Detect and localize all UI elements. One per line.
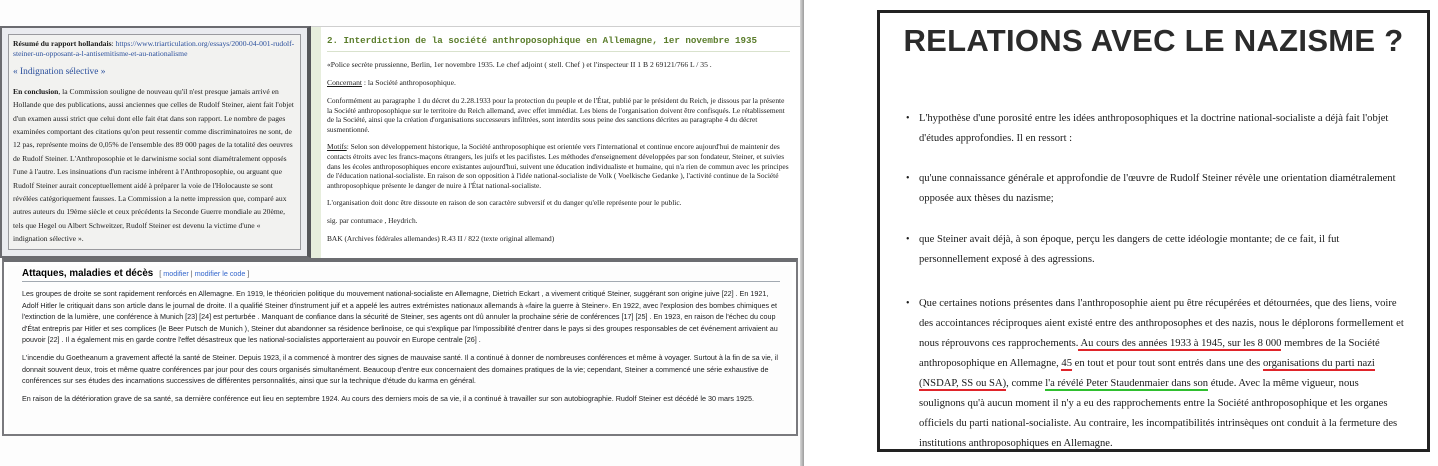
wikipedia-excerpt-panel — [2, 258, 798, 436]
bullet4-text-e: étude. Avec la même vigueur, nous soulignons qu'à aucun moment il n'y a eu des rapprochements entre la Société anthroposophique et les organes officiels du parti national-socialiste. Au contraire, les incompatibilités intrinsèques ont conduit à la fermeture des institutions anthroposophiques en Allemagne. — [919, 378, 1398, 449]
bullet4-text-c: en tout et pour tout sont entrés dans une des — [1072, 358, 1263, 369]
wiki-paragraph-2: L'incendie du Goetheanum a gravement affecté la santé de Steiner. Depuis 1923, il a commencé à montrer des signes de mauvaise santé. Il a continué à donner de nombreuses conférences et même à voyager. Surtout à la fin de sa vie, il donnait souvent deux, trois et même quatre conférences par jour pour des cours organisés simultanément. Beaucoup d'entre eux concernaient des domaines pratiques de la vie; cependant, Steiner a commencé une série exhaustive de conférences sur ses études des incarnations successives de différentes personnalités, ainsi que sur la technique d'étude du karma en général. — [22, 352, 778, 386]
decree-concern-text: : la Société anthroposophique. — [362, 78, 456, 87]
wiki-edit-link[interactable]: modifier — [163, 269, 189, 278]
highlight-nazi-organisations: organisations du parti nazi (NSDAP, SS ou SA) — [919, 358, 1375, 389]
bullet4-text-b: membres de la Société anthroposophique en Allemagne, — [919, 338, 1380, 369]
highlight-staudenmaier: l'a révélé Peter Staudenmaier dans son — [1045, 378, 1209, 389]
slide-bullet-2: • qu'une connaissance générale et approfondie de l'œuvre de Rudolf Steiner révèle une orientation diamétralement opposée aux thèses du nazisme; — [906, 169, 1406, 209]
slide-bullet-1: • L'hypothèse d'une porosité entre les idées anthroposophiques et la doctrine national-socialiste a déjà fait l'objet d'études approfondies. Il en ressort : — [906, 109, 1406, 149]
dutch-report-summary-panel — [0, 26, 311, 258]
summary-source: Résumé du rapport hollandais: https://www.triarticulation.org/essays/2000-04-001-rudolf-steiner-un-opposant-a-l-antisemitisme-et-au-nationalisme — [13, 39, 295, 59]
decree-motifs-text: : Selon son développement historique, la Société anthroposophique est orientée vers l'international et continue encore aujourd'hui de maintenir des contacts étroits avec les francs-maçons étrangers, les juifs et les pacifistes. Les méthodes d'enseignement développées par son fondateur, Steiner, et suivies dans les écoles anthroposophiques encore existantes aujourd'hui, suivent une éducation individualiste et humaine, qui n'a rien de commun avec les principes de l'éducation national-socialiste. En raison de son opposition à l'idée national-socialiste de Volk ( Voelkische Gedanke ), l'activité continue de la Société anthroposophique présente le danger de nuire à l'État national-socialiste. — [327, 142, 789, 190]
decree-side-rule — [311, 27, 321, 259]
highlight-years-members: Au cours des années 1933 à 1945, sur les 8 000 — [1078, 338, 1282, 349]
decree-motifs — [327, 142, 790, 190]
slide-title: RELATIONS AVEC LE NAZISME ? — [903, 23, 1404, 58]
wiki-edit-links — [159, 269, 249, 278]
dutch-report-summary-box — [8, 34, 301, 250]
wiki-edit-code-link[interactable]: modifier le code — [194, 269, 246, 278]
decree-concern-label: Concernant — [327, 78, 363, 87]
wiki-section-title: Attaques, maladies et décès — [22, 268, 154, 279]
decree-archive-ref: BAK (Archives fédérales allemandes) R.43 II / 822 (texte original allemand) — [327, 233, 555, 243]
summary-body — [13, 85, 296, 246]
summary-text: , la Commission souligne de nouveau qu'il n'est presque jamais arrivé en Hollande que des publications, aussi anciennes que celles de Rudolf Steiner, aient fait l'objet d'un examen aussi strict que celui dont elle fait état dans son rapport. Le nombre de pages examinées comportant des citations qu'on peut ressentir comme discriminatoires ne sont, de 12 pas, représente moins de 0,05% de l'ensemble des 89 000 pages de la totalité des oeuvres de Rudolf Steiner. L'Anthroposophie et le darwinisme social sont diamétralement opposés l'une à l'autre. Les insinuations d'un racisme inhérent à l'Anthroposophie, ou arguant que Rudolf Steiner aurait conceptuellement aidé à préparer la voie de l'Holocauste se sont révélées catégoriquement fausses. La Commission a la nette impression que, comparé aux autres auteurs du 19ème siècle et ceux précédents la Seconde Guerre mondiale au 20ème, tels que Hegel ou Albert Schweitzer, Rudolf Steiner est devenu la victime d'une « indignation sélective ». — [13, 86, 294, 244]
highlight-count: 45 — [1061, 358, 1072, 369]
wiki-edit-separator: | — [188, 269, 195, 278]
wiki-section-heading — [22, 268, 780, 282]
slide — [880, 13, 1427, 449]
decree-content — [327, 35, 790, 243]
wiki-paragraph-1: Les groupes de droite se sont rapidement renforcés en Allemagne. En 1919, le théoricien politique du mouvement national-socialiste en Allemagne, Dietrich Eckart , a vivement critiqué Steiner, suggérant son origine juive [22] . En 1921, Adolf Hitler le critiquait dans son article dans le journal de droite. Il a qualifié Steiner d'instrument juif et a appelé les autres extrémistes nationaux allemands à «faire la guerre à Steiner». En 1922, avec l'explosion des bombes chimiques et l'extinction de la lumière, une conférence à Munich [23] [24] est perturbée . Manquant de confiance dans la sécurité de Steiner, ses agents ont dû annuler la prochaine série de conférences [17] [25] . En 1923, en raison de l'échec du coup d'État entrepris par Hitler et ses complices (le Beer Putsch de Munich ), Steiner dut abandonner sa résidence berlinoise, ce qui s'explique par l'impossibilité d'entrer dans le pays si des groupes responsables de cet événement arrivaient au pouvoir [22] . Il a également mis en garde contre l'effet désastreux que les national-socialistes apporteraient au pouvoir en Europe centrale [26] . — [22, 289, 778, 345]
wikipedia-excerpt — [8, 266, 792, 434]
wiki-edit-bracket-open: [ — [159, 269, 164, 278]
bullet4-text-a: Que certaines notions présentes dans l'anthroposophie aient pu être récupérées et détournées, que des liens, voire des accointances réciproques aient existé entre des anthroposophes et des nazis, nous le déplorons formellement et nous réprouvons ces rapprochements. — [919, 298, 1404, 349]
wiki-edit-bracket-close: ] — [245, 269, 250, 278]
decree-conclusion: L'organisation doit donc être dissoute en raison de son caractère subversif et du danger qu'elle représente pour le public. — [327, 198, 682, 208]
decree-intro: «Police secrète prussienne, Berlin, 1er novembre 1935. Le chef adjoint ( stell. Chef ) et l'inspecteur II 1 B 2 69121/766 L / 35 . — [327, 60, 712, 69]
summary-source-label: Résumé du rapport hollandais — [13, 39, 112, 48]
slide-frame — [877, 10, 1430, 452]
slide-bullet-4 — [906, 294, 1406, 449]
summary-heading: « Indignation sélective » — [13, 66, 106, 77]
summary-source-url[interactable]: https://www.triarticulation.org/essays/2000-04-001-rudolf-steiner-un-opposant-a-l-antisemitisme-et-au-nationalisme — [13, 39, 295, 59]
decree-paragraph-1: Conformément au paragraphe 1 du décret du 2.28.1933 pour la protection du peuple et de l'État, publié par le président du Reich, je dissous par la présente la Société anthroposophique sur le territoire du Reich allemand, avec effet immédiat. Les biens de l'organisation doivent être confisqués. Le rétablissement de la Société, ainsi que la création d'organisations successeurs infiltrées, sont interdits sous peine des sanctions décrites au paragraphe 4 du décret susmentionné. — [327, 96, 785, 134]
slide-bullet-3: • que Steiner avait déjà, à son époque, perçu les dangers de cette idéologie montante; de ce fait, il fut personnellement exposé à des agressions. — [906, 230, 1406, 270]
decree-panel — [311, 26, 800, 258]
decree-signature: sig. par contumace , Heydrich. — [327, 215, 418, 225]
decree-motifs-label: Motifs — [327, 142, 347, 152]
page-divider — [800, 0, 804, 466]
decree-title: 2. Interdiction de la société anthroposophique en Allemagne, 1er novembre 1935 — [327, 35, 790, 52]
slide-bullet-list — [906, 109, 1406, 449]
wiki-paragraph-3: En raison de la détérioration grave de sa santé, sa dernière conférence eut lieu en septembre 1924. Au cours des derniers mois de sa vie, il a continué à travailler sur son autobiographie. Rudolf Steiner est décédé le 30 mars 1925. — [22, 393, 754, 403]
decree-concern — [327, 78, 790, 88]
summary-lead: En conclusion — [13, 86, 59, 96]
bullet4-text-d: , comme — [1006, 378, 1046, 389]
